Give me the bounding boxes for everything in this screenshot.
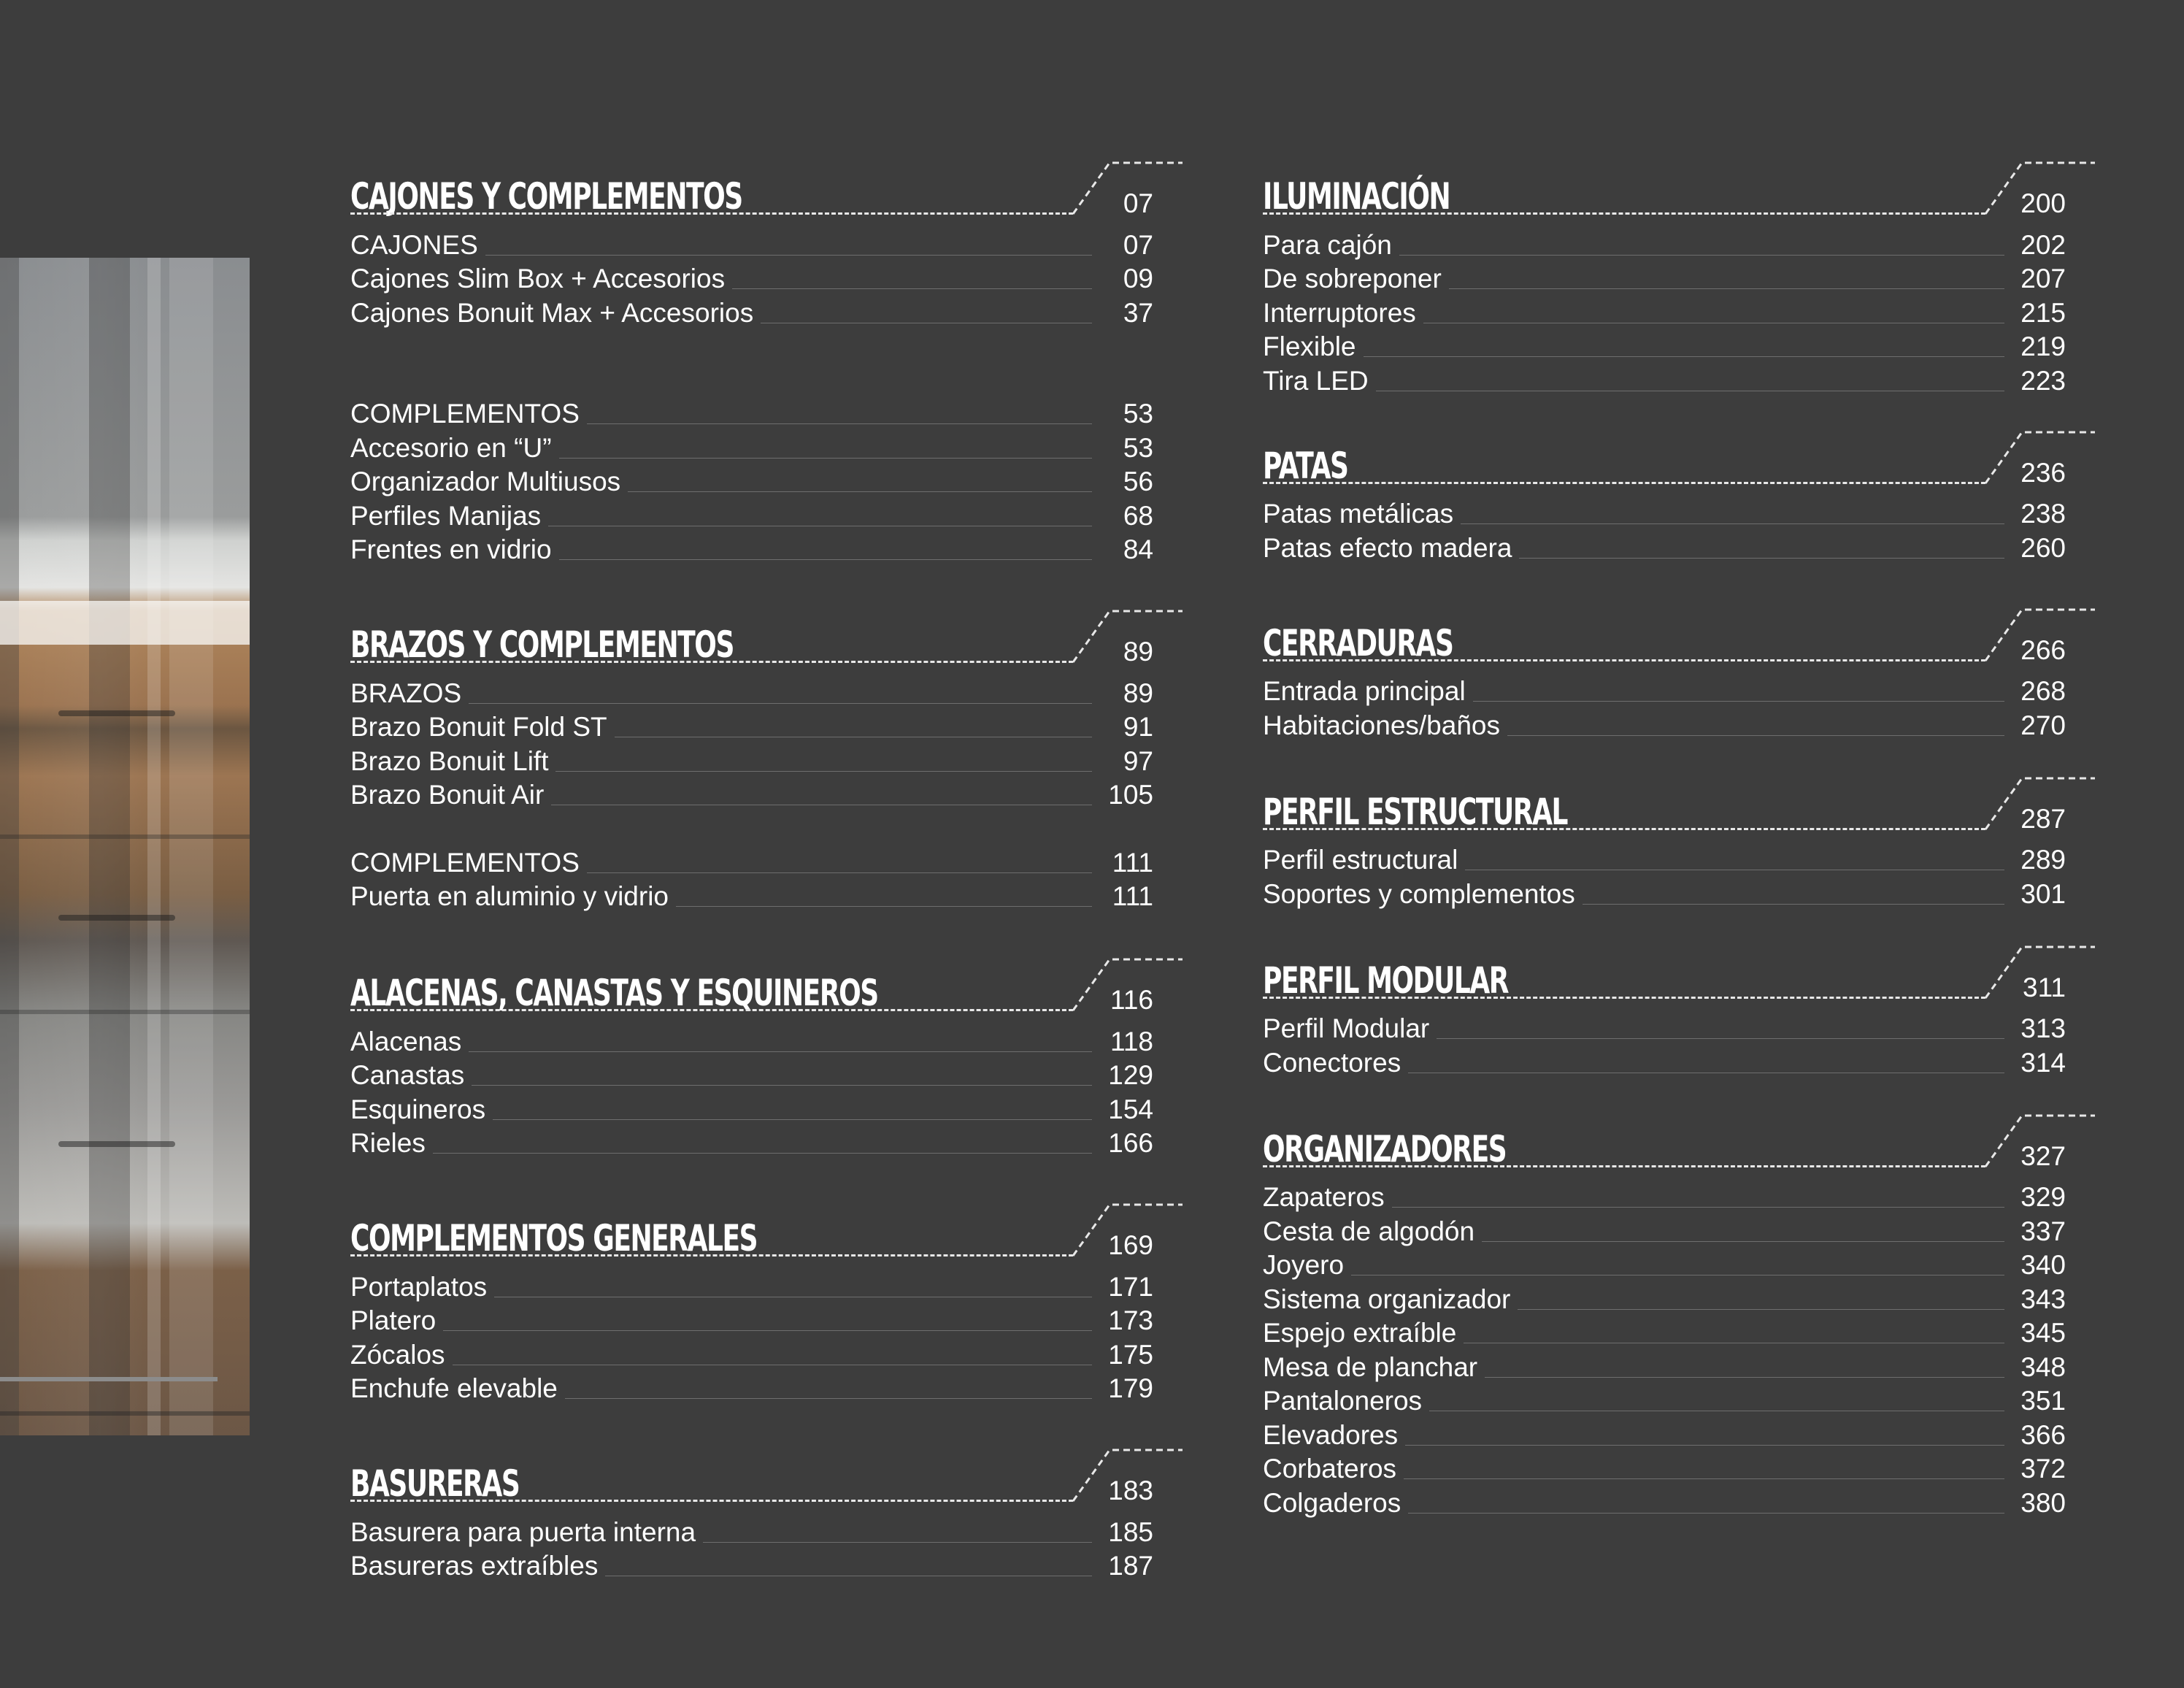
entry-page-number: 215 bbox=[2020, 297, 2066, 328]
leader-line bbox=[1405, 1445, 2004, 1446]
toc-entry[interactable] bbox=[1263, 1316, 2095, 1350]
photo-detail bbox=[147, 258, 161, 1435]
entry-page-number: 351 bbox=[2020, 1386, 2066, 1416]
entry-page-number: 166 bbox=[1108, 1128, 1153, 1158]
leader-line bbox=[1404, 1478, 2004, 1479]
entry-page-number: 91 bbox=[1123, 712, 1153, 742]
entry-label: Cajones Slim Box + Accesorios bbox=[350, 264, 726, 294]
entry-page-number: 111 bbox=[1112, 847, 1153, 878]
section-page-number: 183 bbox=[1108, 1476, 1153, 1505]
dashed-divider bbox=[350, 1254, 1073, 1257]
entry-label: Platero bbox=[350, 1305, 437, 1335]
entry-page-number: 187 bbox=[1108, 1551, 1153, 1581]
section-spacer bbox=[1263, 564, 2095, 604]
section-title: COMPLEMENTOS GENERALES bbox=[350, 1217, 758, 1259]
entry-page-number: 366 bbox=[2020, 1419, 2066, 1450]
dashed-divider bbox=[1263, 997, 1985, 999]
entry-page-number: 260 bbox=[2020, 532, 2066, 563]
entry-label: Brazo Bonuit Air bbox=[350, 780, 545, 810]
entry-label: Colgaderos bbox=[1263, 1487, 1401, 1518]
entry-page-number: 372 bbox=[2020, 1454, 2066, 1484]
entry-label: Corbateros bbox=[1263, 1454, 1397, 1484]
entry-page-number: 111 bbox=[1112, 881, 1153, 911]
photo-detail bbox=[58, 1141, 175, 1147]
toc-entry[interactable] bbox=[1263, 227, 2095, 261]
entry-label: Entrada principal bbox=[1263, 676, 1466, 706]
entry-page-number: 340 bbox=[2020, 1250, 2066, 1280]
section-title: ILUMINACIÓN bbox=[1263, 175, 1450, 218]
leader-line bbox=[1482, 1241, 2004, 1242]
toc-entry[interactable] bbox=[350, 1269, 1183, 1303]
entry-label: Patas efecto madera bbox=[1263, 532, 1512, 563]
entry-label: Interruptores bbox=[1263, 297, 1416, 328]
decorative-rule bbox=[0, 1377, 218, 1381]
entry-label: Cajones Bonuit Max + Accesorios bbox=[350, 297, 754, 328]
toc-section-complementos-generales bbox=[350, 1199, 1183, 1405]
entry-page-number: 202 bbox=[2020, 229, 2066, 260]
section-title: BASURERAS bbox=[350, 1462, 520, 1505]
section-spacer bbox=[350, 913, 1183, 954]
section-header[interactable] bbox=[1263, 426, 2095, 496]
section-spacer bbox=[1263, 1079, 2095, 1110]
leader-line bbox=[559, 559, 1092, 560]
toc-column-right bbox=[1263, 157, 2095, 1519]
group-spacer bbox=[350, 329, 1183, 396]
section-title: PERFIL MODULAR bbox=[1263, 959, 1509, 1002]
entry-page-number: 129 bbox=[1108, 1060, 1153, 1090]
entry-label: Basureras extraíbles bbox=[350, 1551, 599, 1581]
leader-line bbox=[472, 1085, 1092, 1086]
section-page-number: 116 bbox=[1110, 985, 1153, 1015]
entry-page-number: 313 bbox=[2020, 1013, 2066, 1043]
entry-label: COMPLEMENTOS bbox=[350, 399, 580, 429]
toc-entry[interactable] bbox=[1263, 1384, 2095, 1418]
entry-page-number: 301 bbox=[2020, 878, 2066, 909]
section-header[interactable] bbox=[350, 954, 1183, 1024]
toc-entry[interactable] bbox=[1263, 876, 2095, 910]
section-header[interactable] bbox=[1263, 157, 2095, 227]
entry-label: Conectores bbox=[1263, 1047, 1401, 1078]
entry-page-number: 175 bbox=[1108, 1339, 1153, 1370]
section-page-number: 266 bbox=[2020, 634, 2066, 665]
toc-entry[interactable] bbox=[1263, 496, 2095, 531]
entry-label: Perfiles Manijas bbox=[350, 500, 542, 531]
entry-page-number: 53 bbox=[1123, 399, 1153, 429]
toc-entry[interactable] bbox=[1263, 1213, 2095, 1248]
entry-page-number: 270 bbox=[2020, 710, 2066, 740]
dashed-divider bbox=[350, 1500, 1073, 1502]
toc-entry[interactable] bbox=[1263, 1417, 2095, 1451]
toc-entry[interactable] bbox=[1263, 1485, 2095, 1519]
section-spacer bbox=[1263, 742, 2095, 772]
toc-entry[interactable] bbox=[350, 743, 1183, 778]
section-header[interactable] bbox=[1263, 772, 2095, 843]
section-header[interactable] bbox=[350, 1444, 1183, 1514]
decorative-photo-strip bbox=[0, 258, 250, 1435]
toc-entry[interactable] bbox=[1263, 261, 2095, 296]
entry-page-number: 173 bbox=[1108, 1305, 1153, 1335]
toc-entry[interactable] bbox=[350, 845, 1183, 879]
toc-entry[interactable] bbox=[1263, 1349, 2095, 1384]
entry-label: Rieles bbox=[350, 1128, 426, 1158]
toc-entry[interactable] bbox=[1263, 1180, 2095, 1214]
section-spacer bbox=[350, 566, 1183, 605]
leader-line bbox=[485, 255, 1092, 256]
entry-page-number: 154 bbox=[1108, 1094, 1153, 1124]
leader-line bbox=[493, 1119, 1092, 1120]
leader-line bbox=[469, 1051, 1092, 1052]
group-spacer bbox=[350, 811, 1183, 845]
dashed-divider bbox=[350, 1009, 1073, 1011]
toc-entry[interactable] bbox=[1263, 1281, 2095, 1316]
entry-label: Alacenas bbox=[350, 1026, 462, 1056]
leader-line bbox=[559, 458, 1092, 459]
entry-page-number: 314 bbox=[2020, 1047, 2066, 1078]
toc-section-brazos-y-complementos bbox=[350, 605, 1183, 913]
entry-page-number: 105 bbox=[1108, 780, 1153, 810]
section-spacer bbox=[1263, 910, 2095, 941]
entry-page-number: 37 bbox=[1123, 297, 1153, 328]
leader-line bbox=[1583, 904, 2004, 905]
toc-section-basureras bbox=[350, 1444, 1183, 1582]
entry-label: COMPLEMENTOS bbox=[350, 847, 580, 878]
photo-detail bbox=[89, 258, 130, 1435]
toc-entry[interactable] bbox=[350, 1371, 1183, 1405]
section-page-number: 327 bbox=[2020, 1140, 2066, 1171]
entry-label: Organizador Multiusos bbox=[350, 467, 621, 496]
toc-entry[interactable] bbox=[350, 1549, 1183, 1583]
dashed-divider bbox=[1263, 212, 1985, 215]
leader-line bbox=[433, 1153, 1092, 1154]
dashed-divider bbox=[1263, 659, 1985, 661]
section-title: CAJONES Y COMPLEMENTOS bbox=[350, 175, 742, 218]
section-page-number: 287 bbox=[2020, 803, 2066, 834]
entry-label: Brazo Bonuit Lift bbox=[350, 745, 549, 776]
toc-entry[interactable] bbox=[350, 710, 1183, 744]
photo-detail bbox=[58, 915, 175, 921]
toc-entry[interactable] bbox=[1263, 843, 2095, 877]
section-header[interactable] bbox=[1263, 604, 2095, 674]
entry-label: Esquineros bbox=[350, 1094, 486, 1124]
entry-label: Espejo extraíble bbox=[1263, 1318, 1457, 1348]
entry-page-number: 89 bbox=[1123, 678, 1153, 708]
toc-entry[interactable] bbox=[350, 1303, 1183, 1338]
toc-entry[interactable] bbox=[1263, 1045, 2095, 1079]
entry-page-number: 09 bbox=[1123, 264, 1153, 294]
entry-label: Frentes en vidrio bbox=[350, 534, 552, 564]
photo-detail bbox=[169, 258, 213, 1435]
section-page-number: 236 bbox=[2020, 457, 2066, 488]
entry-page-number: 348 bbox=[2020, 1351, 2066, 1382]
section-title: PERFIL ESTRUCTURAL bbox=[1263, 790, 1568, 833]
entry-page-number: 345 bbox=[2020, 1318, 2066, 1348]
dashed-divider bbox=[350, 661, 1073, 663]
toc-entry[interactable] bbox=[350, 1126, 1183, 1160]
entry-page-number: 337 bbox=[2020, 1216, 2066, 1246]
toc-section-perfil-modular bbox=[1263, 941, 2095, 1079]
toc-entry[interactable] bbox=[350, 778, 1183, 812]
section-title: BRAZOS Y COMPLEMENTOS bbox=[350, 624, 734, 666]
leader-line bbox=[1518, 1309, 2004, 1310]
leader-line bbox=[587, 872, 1092, 873]
toc-section-cajones-y-complementos bbox=[350, 157, 1183, 566]
photo-detail bbox=[0, 835, 250, 839]
dashed-divider bbox=[1263, 482, 1985, 484]
leader-line bbox=[587, 423, 1092, 424]
leader-line bbox=[703, 1542, 1092, 1543]
dashed-divider bbox=[1263, 1165, 1985, 1167]
toc-entry[interactable] bbox=[1263, 530, 2095, 564]
entry-label: BRAZOS bbox=[350, 678, 462, 708]
toc-entry[interactable] bbox=[1263, 1011, 2095, 1046]
entry-label: Puerta en aluminio y vidrio bbox=[350, 881, 669, 911]
entry-label: Zapateros bbox=[1263, 1182, 1385, 1212]
entry-label: Basurera para puerta interna bbox=[350, 1516, 696, 1547]
leader-line bbox=[565, 1398, 1092, 1399]
toc-entry[interactable] bbox=[350, 1024, 1183, 1058]
photo-detail bbox=[58, 710, 175, 716]
toc-section-cerraduras bbox=[1263, 604, 2095, 742]
toc-entry[interactable] bbox=[1263, 1451, 2095, 1486]
dashed-divider bbox=[350, 212, 1073, 215]
toc-section-patas bbox=[1263, 426, 2095, 564]
section-title: PATAS bbox=[1263, 444, 1348, 487]
entry-page-number: 97 bbox=[1123, 745, 1153, 776]
toc-entry[interactable] bbox=[1263, 329, 2095, 364]
leader-line bbox=[1449, 288, 2004, 289]
leader-line bbox=[1364, 356, 2005, 357]
entry-label: Patas metálicas bbox=[1263, 499, 1454, 529]
leader-line bbox=[1485, 1377, 2004, 1378]
leader-line bbox=[732, 288, 1092, 289]
toc-entry[interactable] bbox=[350, 295, 1183, 329]
section-header[interactable] bbox=[1263, 941, 2095, 1011]
leader-line bbox=[1392, 1207, 2004, 1208]
leader-line bbox=[1461, 523, 2004, 524]
toc-entry[interactable] bbox=[1263, 363, 2095, 397]
section-title: CERRADURAS bbox=[1263, 621, 1453, 664]
entry-page-number: 289 bbox=[2020, 845, 2066, 875]
entry-label: Perfil estructural bbox=[1263, 845, 1458, 875]
entry-label: Brazo Bonuit Fold ST bbox=[350, 712, 607, 742]
entry-page-number: 84 bbox=[1123, 534, 1153, 564]
toc-entry[interactable] bbox=[350, 396, 1183, 431]
photo-detail bbox=[0, 258, 19, 1435]
toc-entry[interactable] bbox=[350, 430, 1183, 464]
toc-entry[interactable] bbox=[1263, 707, 2095, 742]
section-header[interactable] bbox=[350, 1199, 1183, 1269]
section-spacer bbox=[1263, 397, 2095, 426]
entry-label: Canastas bbox=[350, 1060, 465, 1090]
leader-line bbox=[1399, 255, 2004, 256]
entry-page-number: 223 bbox=[2020, 365, 2066, 396]
toc-entry[interactable] bbox=[1263, 295, 2095, 329]
toc-column-left bbox=[350, 157, 1183, 1582]
entry-label: Zócalos bbox=[350, 1339, 445, 1370]
entry-label: Sistema organizador bbox=[1263, 1284, 1511, 1314]
section-title: ORGANIZADORES bbox=[1263, 1127, 1507, 1170]
entry-label: Enchufe elevable bbox=[350, 1373, 558, 1403]
entry-label: Mesa de planchar bbox=[1263, 1351, 1478, 1382]
toc-entry[interactable] bbox=[350, 1092, 1183, 1126]
entry-page-number: 118 bbox=[1110, 1026, 1153, 1056]
toc-entry[interactable] bbox=[350, 1058, 1183, 1092]
toc-entry[interactable] bbox=[350, 261, 1183, 296]
leader-line bbox=[1507, 735, 2004, 736]
section-spacer bbox=[350, 1159, 1183, 1199]
toc-entry[interactable] bbox=[350, 1337, 1183, 1371]
leader-line bbox=[1519, 558, 2004, 559]
section-page-number: 169 bbox=[1108, 1230, 1153, 1260]
section-page-number: 07 bbox=[1123, 188, 1153, 218]
leader-line bbox=[676, 906, 1092, 907]
leader-line bbox=[628, 491, 1092, 492]
leader-line bbox=[1473, 701, 2004, 702]
toc-entry[interactable] bbox=[350, 1514, 1183, 1549]
toc-entry[interactable] bbox=[350, 498, 1183, 532]
entry-page-number: 171 bbox=[1108, 1271, 1153, 1302]
section-spacer bbox=[350, 1405, 1183, 1444]
section-header[interactable] bbox=[350, 605, 1183, 675]
toc-entry[interactable] bbox=[1263, 674, 2095, 708]
leader-line bbox=[555, 771, 1092, 772]
leader-line bbox=[1408, 1513, 2004, 1514]
entry-page-number: 53 bbox=[1123, 432, 1153, 463]
section-page-number: 89 bbox=[1123, 637, 1153, 667]
section-header[interactable] bbox=[350, 157, 1183, 227]
leader-line bbox=[469, 703, 1092, 704]
entry-label: Elevadores bbox=[1263, 1419, 1399, 1450]
entry-label: De sobreponer bbox=[1263, 264, 1442, 294]
entry-label: Accesorio en “U” bbox=[350, 432, 552, 463]
toc-entry[interactable] bbox=[350, 879, 1183, 913]
entry-page-number: 207 bbox=[2020, 264, 2066, 294]
toc-entry[interactable] bbox=[350, 532, 1183, 567]
entry-label: Cesta de algodón bbox=[1263, 1216, 1475, 1246]
entry-page-number: 380 bbox=[2020, 1487, 2066, 1518]
entry-label: Tira LED bbox=[1263, 365, 1369, 396]
entry-label: Pantaloneros bbox=[1263, 1386, 1423, 1416]
toc-section-iluminacion bbox=[1263, 157, 2095, 397]
entry-label: Joyero bbox=[1263, 1250, 1345, 1280]
entry-label: CAJONES bbox=[350, 229, 478, 260]
section-page-number: 200 bbox=[2020, 188, 2066, 218]
photo-detail bbox=[0, 601, 250, 645]
entry-label: Portaplatos bbox=[350, 1271, 488, 1302]
entry-label: Flexible bbox=[1263, 331, 1356, 361]
entry-label: Perfil Modular bbox=[1263, 1013, 1430, 1043]
entry-page-number: 68 bbox=[1123, 500, 1153, 531]
entry-page-number: 219 bbox=[2020, 331, 2066, 361]
entry-page-number: 343 bbox=[2020, 1284, 2066, 1314]
entry-page-number: 238 bbox=[2020, 499, 2066, 529]
entry-label: Habitaciones/baños bbox=[1263, 710, 1500, 740]
entry-page-number: 268 bbox=[2020, 676, 2066, 706]
toc-entry[interactable] bbox=[350, 227, 1183, 261]
entry-page-number: 56 bbox=[1123, 467, 1153, 496]
section-page-number: 311 bbox=[2023, 972, 2066, 1002]
toc-entry[interactable] bbox=[1263, 1248, 2095, 1282]
leader-line bbox=[1437, 1038, 2004, 1039]
entry-label: Para cajón bbox=[1263, 229, 1392, 260]
entry-label: Soportes y complementos bbox=[1263, 878, 1575, 909]
toc-entry[interactable] bbox=[350, 675, 1183, 710]
entry-page-number: 185 bbox=[1108, 1516, 1153, 1547]
section-header[interactable] bbox=[1263, 1110, 2095, 1180]
entry-page-number: 07 bbox=[1123, 229, 1153, 260]
dashed-divider bbox=[1263, 828, 1985, 830]
photo-detail bbox=[0, 1010, 250, 1014]
toc-entry[interactable] bbox=[350, 464, 1183, 499]
entry-page-number: 179 bbox=[1108, 1373, 1153, 1403]
toc-section-organizadores bbox=[1263, 1110, 2095, 1519]
toc-section-alacenas-canastas-y-esquineros bbox=[350, 954, 1183, 1159]
entry-page-number: 329 bbox=[2020, 1182, 2066, 1212]
toc-section-perfil-estructural bbox=[1263, 772, 2095, 910]
section-title: ALACENAS, CANASTAS Y ESQUINEROS bbox=[350, 972, 878, 1014]
leader-line bbox=[443, 1330, 1092, 1331]
photo-detail bbox=[0, 1411, 250, 1416]
